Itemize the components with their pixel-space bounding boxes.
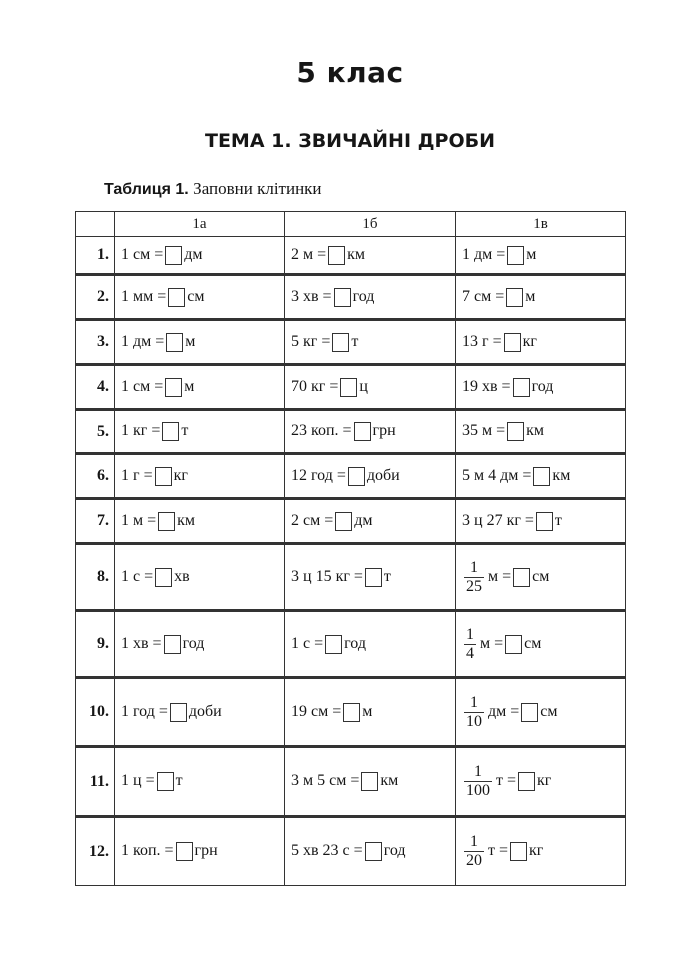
expression-left: 5 хв 23 с =: [291, 842, 363, 860]
answer-box[interactable]: [354, 422, 371, 441]
answer-box[interactable]: [365, 568, 382, 587]
row-number: 5.: [76, 410, 115, 454]
expression-left: 1 дм =: [462, 245, 506, 263]
unit-label: доби: [188, 702, 222, 720]
expression-left: 3 ц 27 кг =: [462, 511, 534, 529]
fraction: [464, 694, 484, 731]
expression-left: 19 см =: [291, 702, 342, 720]
exercise-cell: [456, 365, 626, 410]
expression-left: 1 с =: [291, 634, 324, 652]
answer-box[interactable]: [328, 246, 345, 265]
exercise-cell: [285, 817, 456, 886]
exercise-cell: [456, 499, 626, 544]
expression-left: 1 хв =: [121, 634, 162, 652]
unit-label: год: [352, 287, 375, 305]
unit-label: км: [380, 772, 399, 790]
answer-box[interactable]: [170, 703, 187, 722]
answer-box[interactable]: [162, 422, 179, 441]
unit-label: см: [532, 567, 550, 585]
expression-left: 1 ц =: [121, 772, 155, 790]
table-row: [76, 454, 626, 499]
exercise-cell: [115, 544, 285, 611]
fraction: [464, 833, 484, 870]
exercise-cell: [285, 320, 456, 365]
answer-box[interactable]: [361, 772, 378, 791]
exercise-cell: [285, 365, 456, 410]
unit-label: км: [347, 245, 366, 263]
table-caption-text: Заповни клітинки: [193, 179, 322, 198]
exercise-cell: [115, 454, 285, 499]
fraction-numerator: 1: [470, 833, 478, 850]
fraction: [464, 763, 492, 800]
exercise-cell: [115, 817, 285, 886]
expression-left: 1 см =: [121, 377, 164, 395]
answer-box[interactable]: [365, 842, 382, 861]
exercise-cell: [285, 275, 456, 320]
exercise-cell: [456, 544, 626, 611]
answer-box[interactable]: [518, 772, 535, 791]
unit-label: см: [540, 702, 558, 720]
exercise-cell: [115, 320, 285, 365]
row-number: 6.: [76, 454, 115, 499]
answer-box[interactable]: [157, 772, 174, 791]
table-caption: [104, 179, 322, 199]
unit-label: кг: [529, 842, 544, 860]
expression-left: 1 с =: [121, 567, 154, 585]
answer-box[interactable]: [521, 703, 538, 722]
page-title: 5 клас: [296, 56, 404, 89]
column-header: 1б: [285, 212, 456, 237]
exercise-cell: [456, 410, 626, 454]
table-row: [76, 410, 626, 454]
answer-box[interactable]: [340, 378, 357, 397]
row-number: 9.: [76, 611, 115, 678]
exercise-cell: [456, 678, 626, 747]
row-number: 4.: [76, 365, 115, 410]
table-row: [76, 817, 626, 886]
answer-box[interactable]: [513, 568, 530, 587]
expression-left: 2 см =: [291, 511, 334, 529]
expression-left: 12 год =: [291, 466, 346, 484]
expression-left: 3 ц 15 кг =: [291, 567, 363, 585]
unit-label: т: [554, 511, 562, 529]
unit-label: кг: [522, 332, 537, 350]
fraction-denominator: 100: [466, 782, 490, 799]
unit-label: т: [181, 422, 189, 440]
table-header-row: [76, 212, 626, 237]
expression-left: 5 м 4 дм =: [462, 466, 532, 484]
table-row: [76, 544, 626, 611]
unit-label: см: [187, 287, 205, 305]
answer-box[interactable]: [505, 635, 522, 654]
exercise-cell: [285, 747, 456, 817]
answer-box[interactable]: [536, 512, 553, 531]
answer-box[interactable]: [348, 467, 365, 486]
answer-box[interactable]: [506, 288, 523, 307]
unit-label: год: [531, 377, 554, 395]
expression-left: 1 м =: [121, 511, 157, 529]
exercise-cell: [115, 747, 285, 817]
unit-label: дм: [184, 245, 203, 263]
table-row: [76, 275, 626, 320]
exercise-cell: [285, 410, 456, 454]
table-row: [76, 237, 626, 275]
answer-box[interactable]: [504, 333, 521, 352]
expression-left: 23 коп. =: [291, 422, 352, 440]
exercise-cell: [115, 365, 285, 410]
unit-label: т: [351, 332, 359, 350]
expression-left: 5 кг =: [291, 332, 331, 350]
exercise-cell: [285, 678, 456, 747]
column-header: 1в: [456, 212, 626, 237]
exercise-cell: [115, 499, 285, 544]
table-row: [76, 747, 626, 817]
unit-label: хв: [174, 567, 190, 585]
unit-label: год: [383, 842, 406, 860]
unit-label: грн: [194, 842, 218, 860]
exercise-cell: [456, 237, 626, 275]
expression-left: 1 год =: [121, 702, 168, 720]
expression-left: 1 дм =: [121, 332, 165, 350]
exercise-cell: [456, 611, 626, 678]
unit-label: т: [383, 567, 391, 585]
expression-left: т =: [488, 842, 509, 860]
expression-left: 3 хв =: [291, 287, 332, 305]
expression-left: м =: [488, 567, 512, 585]
exercise-cell: [285, 499, 456, 544]
fraction: [464, 626, 476, 663]
answer-box[interactable]: [343, 703, 360, 722]
expression-left: 13 г =: [462, 332, 502, 350]
row-number: 1.: [76, 237, 115, 275]
exercise-cell: [115, 611, 285, 678]
exercise-cell: [285, 237, 456, 275]
expression-left: 2 м =: [291, 245, 327, 263]
exercise-cell: [456, 747, 626, 817]
exercise-cell: [285, 454, 456, 499]
answer-box[interactable]: [155, 568, 172, 587]
answer-box[interactable]: [507, 422, 524, 441]
answer-box[interactable]: [166, 333, 183, 352]
expression-left: 3 м 5 см =: [291, 772, 360, 790]
unit-label: м: [525, 287, 536, 305]
answer-box[interactable]: [164, 635, 181, 654]
fraction-numerator: 1: [466, 625, 474, 643]
expression-left: м =: [480, 634, 504, 652]
table-row: [76, 320, 626, 365]
table-row: [76, 611, 626, 678]
fraction: [464, 559, 484, 596]
answer-box[interactable]: [155, 467, 172, 486]
exercise-cell: [456, 454, 626, 499]
expression-left: дм =: [488, 702, 520, 720]
row-number: 3.: [76, 320, 115, 365]
expression-left: 1 г =: [121, 466, 153, 484]
answer-box[interactable]: [510, 842, 527, 861]
row-number: 12.: [76, 817, 115, 886]
row-number: 10.: [76, 678, 115, 747]
fraction-denominator: 10: [466, 712, 482, 730]
answer-box[interactable]: [513, 378, 530, 397]
exercise-table: [75, 211, 626, 886]
unit-label: доби: [366, 466, 400, 484]
row-number: 7.: [76, 499, 115, 544]
answer-box[interactable]: [332, 333, 349, 352]
exercise-cell: [285, 544, 456, 611]
answer-box[interactable]: [176, 842, 193, 861]
unit-label: см: [524, 634, 542, 652]
column-header: 1а: [115, 212, 285, 237]
answer-box[interactable]: [325, 635, 342, 654]
unit-label: год: [344, 634, 366, 652]
unit-label: кг: [173, 466, 188, 484]
table-caption-label: Таблиця 1.: [104, 181, 189, 198]
answer-box[interactable]: [165, 378, 182, 397]
row-number: 8.: [76, 544, 115, 611]
row-number: 2.: [76, 275, 115, 320]
expression-left: 1 мм =: [121, 287, 167, 305]
column-header: [76, 212, 115, 237]
exercise-cell: [285, 611, 456, 678]
exercise-cell: [456, 817, 626, 886]
unit-label: км: [177, 511, 196, 529]
fraction-denominator: 4: [466, 644, 474, 662]
expression-left: 7 см =: [462, 287, 505, 305]
answer-box[interactable]: [168, 288, 185, 307]
unit-label: кг: [537, 772, 552, 790]
unit-label: м: [184, 377, 195, 395]
expression-left: 70 кг =: [291, 377, 339, 395]
unit-label: дм: [354, 511, 373, 529]
unit-label: м: [526, 245, 537, 263]
answer-box[interactable]: [533, 467, 550, 486]
exercise-cell: [115, 275, 285, 320]
answer-box[interactable]: [335, 512, 352, 531]
answer-box[interactable]: [334, 288, 351, 307]
unit-label: м: [362, 702, 373, 720]
fraction-numerator: 1: [474, 763, 482, 780]
expression-left: 1 см =: [121, 245, 164, 263]
unit-label: км: [526, 422, 545, 440]
unit-label: год: [182, 634, 205, 652]
exercise-cell: [456, 320, 626, 365]
unit-label: грн: [372, 422, 396, 440]
exercise-cell: [115, 237, 285, 275]
table-row: [76, 365, 626, 410]
exercise-cell: [115, 678, 285, 747]
expression-left: 35 м =: [462, 422, 506, 440]
exercise-cell: [456, 275, 626, 320]
expression-left: 1 коп. =: [121, 842, 174, 860]
table-row: [76, 678, 626, 747]
fraction-numerator: 1: [470, 693, 478, 711]
expression-left: т =: [496, 772, 517, 790]
table-row: [76, 499, 626, 544]
exercise-cell: [115, 410, 285, 454]
answer-box[interactable]: [158, 512, 175, 531]
fraction-denominator: 25: [466, 577, 482, 595]
unit-label: м: [185, 332, 196, 350]
expression-left: 1 кг =: [121, 422, 161, 440]
topic-heading: ТЕМА 1. ЗВИЧАЙНІ ДРОБИ: [204, 130, 496, 152]
row-number: 11.: [76, 747, 115, 817]
answer-box[interactable]: [165, 246, 182, 265]
fraction-denominator: 20: [466, 852, 482, 869]
unit-label: ц: [359, 377, 368, 395]
expression-left: 19 хв =: [462, 377, 511, 395]
unit-label: т: [175, 772, 183, 790]
fraction-numerator: 1: [470, 558, 478, 576]
unit-label: км: [552, 466, 571, 484]
answer-box[interactable]: [507, 246, 524, 265]
